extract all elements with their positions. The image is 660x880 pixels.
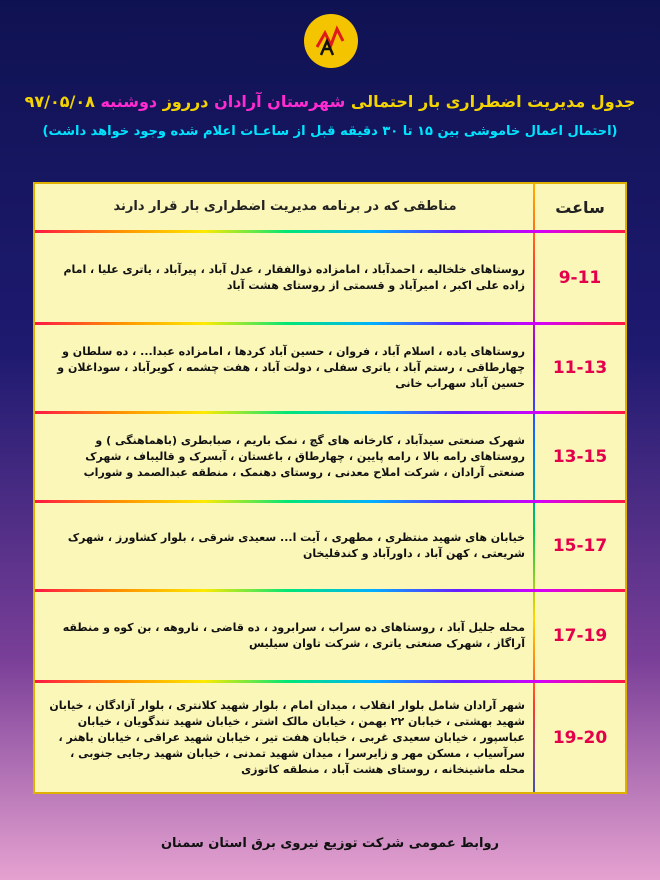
row-time: 13-15 [552, 447, 608, 467]
row-time: 11-13 [552, 358, 608, 378]
page-title [20, 92, 640, 111]
title-city: شهرستان آرادان [214, 92, 346, 111]
header-areas: مناطقی که در برنامه مدیریت اضطراری بار قرار دارند [113, 199, 457, 214]
header-time: ساعت [555, 197, 605, 217]
company-logo [304, 14, 358, 68]
row-areas: روستاهای خلخالیه ، احمدآباد ، امامزاده ذوالفقار ، عدل آباد ، پیرآباد ، یاتری علیا ، امام زاده علی اکبر ، امیرآباد و قسمتی از روستای هشت آباد [63, 262, 525, 292]
table-row [35, 683, 625, 792]
page-subtitle: (احتمال اعمال خاموشی بین ۱۵ تا ۳۰ دقیقه قبل از ساعـات اعلام شده وجود خواهد داشت) [42, 124, 618, 139]
title-part2: درروز [162, 92, 209, 111]
title-part1: جدول مدیریت اضطراری بار احتمالی [350, 92, 636, 111]
row-time: 19-20 [552, 727, 608, 748]
row-time: 15-17 [552, 536, 608, 556]
footer-credit: روابط عمومی شرکت توزیع نیروی برق استان سمنان [160, 836, 500, 851]
table-row [35, 414, 625, 500]
table-row [35, 325, 625, 411]
row-areas: شهرک صنعتی سیدآباد ، کارخانه های گچ ، نمک باریم ، صبابطری (باهماهنگی ) و روستاهای رامه بالا ، رامه پایین ، چهارطاق ، باغستان ، آبسرک و قالیباف ، شهرک صنعتی آرادان ، شرکت املاح معدنی ، روستای دهنمک ، منطقه عبدالصمد و شوراب [83, 434, 525, 479]
table-row [35, 233, 625, 322]
row-time: 9-11 [558, 267, 602, 288]
row-time: 17-19 [552, 626, 608, 646]
row-areas: شهر آرادان شامل بلوار انقلاب ، میدان امام ، بلوار شهید کلانتری ، بلوار آزادگان ، خیابان شهید بهشتی ، خیابان ۲۲ بهمن ، خیابان مالک اشتر ، خیابان شهید تندگویان ، خیابان عباسپور ، خیابان سعیدی غربی ، خیابان هفت تیر ، خیابان شهید عراقی ، خیابان باهنر ، سرآسیاب ، مسکن مهر و زایرسرا ، میدان شهید تمدنی ، خیابان شهید رجایی جنوبی ، محله ماشینخانه ، روستای هشت آباد ، منطقه کاتوزی [49, 698, 525, 776]
table-row [35, 503, 625, 589]
row-areas: خیابان های شهید منتظری ، مطهری ، آیت ا... سعیدی شرقی ، بلوار کشاورز ، شهرک شریعتی ، کهن آباد ، داورآباد و کندقلیخان [67, 531, 525, 560]
power-lightning-icon [311, 21, 351, 61]
row-areas: روستاهای یاده ، اسلام آباد ، فروان ، حسین آباد کردها ، امامزاده عبدا... ، ده سلطان و چهارطاقی ، رستم آباد ، یاتری سفلی ، دولت آباد ، هفت چشمه ، کویرآباد ، سوداغلان و حسین آباد سهراب خانی [57, 345, 525, 390]
row-areas: محله جلیل آباد ، روستاهای ده سراب ، سرابرود ، ده قاضی ، ناروهه ، بن کوه و منطقه آراگاز ، شهرک صنعتی یاتری ، شرکت تاوان سیلیس [62, 621, 525, 650]
table-header-row [35, 184, 625, 230]
title-date: ۹۷/۰۵/۰۸ [24, 92, 95, 111]
table-row [35, 592, 625, 680]
schedule-table [33, 182, 627, 794]
title-day: دوشنبه [100, 92, 158, 111]
